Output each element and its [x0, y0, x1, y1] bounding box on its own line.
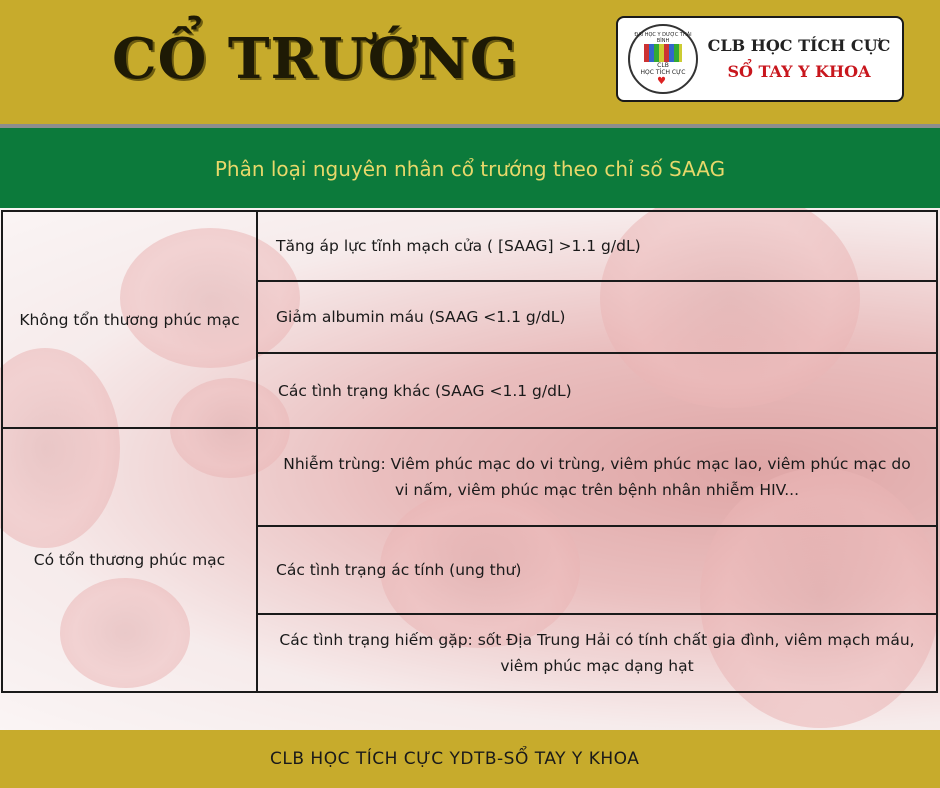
logo-club-name: CLB HỌC TÍCH CỰC	[707, 36, 891, 55]
footer-text: CLB HỌC TÍCH CỰC YDTB-SỔ TAY Y KHOA	[270, 749, 640, 769]
heart-icon: ♥	[657, 76, 666, 87]
cause-cell: Giảm albumin máu (SAAG <1.1 g/dL)	[257, 281, 937, 353]
badge-bottom-text: HỌC TÍCH CỰC	[640, 69, 686, 76]
cause-cell: Tăng áp lực tĩnh mạch cửa ( [SAAG] >1.1 g/dL)	[257, 211, 937, 281]
cause-cell: Các tình trạng hiếm gặp: sốt Địa Trung Hải có tính chất gia đình, viêm mạch máu, viêm phúc mạc dạng hạt	[257, 614, 937, 692]
cause-cell: Các tình trạng ác tính (ung thư)	[257, 526, 937, 614]
table-row	[2, 211, 937, 281]
club-badge	[628, 24, 698, 94]
cause-cell: Các tình trạng khác (SAAG <1.1 g/dL)	[257, 353, 937, 428]
table-row	[2, 428, 937, 526]
subtitle: Phân loại nguyên nhân cổ trướng theo chỉ số SAAG	[214, 157, 726, 181]
badge-clb: CLB	[657, 62, 669, 69]
category-cell: Có tổn thương phúc mạc	[2, 428, 257, 692]
club-logo	[616, 16, 904, 102]
cause-cell: Nhiễm trùng: Viêm phúc mạc do vi trùng, viêm phúc mạc lao, viêm phúc mạc do vi nấm, viêm phúc mạc trên bệnh nhân nhiễm HIV...	[257, 428, 937, 526]
logo-handbook-name: SỔ TAY Y KHOA	[727, 62, 871, 81]
badge-top-text: ĐẠI HỌC Y DƯỢC THÁI BÌNH	[634, 32, 692, 44]
books-icon	[644, 44, 682, 62]
classification-table	[1, 210, 938, 693]
page-title: CỔ TRƯỚNG	[112, 26, 519, 92]
category-cell: Không tổn thương phúc mạc	[2, 211, 257, 428]
header	[0, 0, 940, 120]
